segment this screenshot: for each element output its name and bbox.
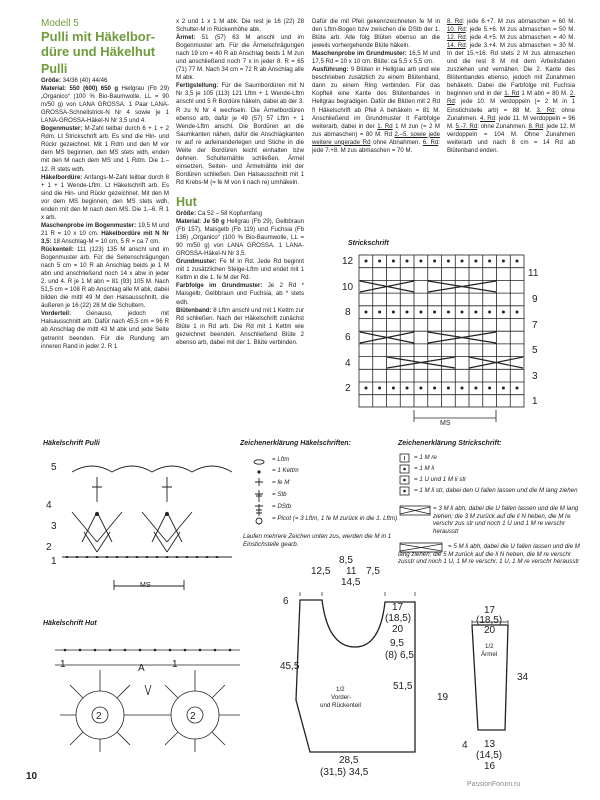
legende-strick-item: = 1 M re <box>414 454 437 461</box>
pulli-maschenprobe: Maschenprobe im Bogenmuster: 19,5 M und 21 R = 10 x 10 cm. Häkelbordüre mit N Nr 3,5: 18 Anschlag-M = 10 cm, 5 R = ca 7 cm. <box>41 221 170 245</box>
arm-dim-top: 17 <box>484 605 496 616</box>
legende-haekel-item: = DStb <box>272 503 292 510</box>
dim-top: 14,5 <box>341 577 361 588</box>
dim-left: 6 <box>283 596 289 607</box>
strick-row-label: 11 <box>528 268 539 279</box>
legende-strick-item: = 1 M li <box>414 465 435 472</box>
arm-dim-bottom: 16 <box>484 761 496 772</box>
hut-chart-label: 2 <box>96 711 102 722</box>
legende-strick-title: Zeichenerklärung Strickschrift: <box>398 440 502 447</box>
haekelschrift-pulli-title: Häkelschrift Pulli <box>43 440 100 447</box>
legende-haekel-title: Zeichenerklärung Häkelschriften: <box>240 440 351 447</box>
haekelschrift-hut-chart <box>45 630 255 755</box>
strick-row-label: 9 <box>532 294 538 305</box>
legende-strick-item: = 3 M li abh, dabei die U fallen lassen und die M lang ziehen; die 3 M zurück auf die li N heben, die M re verschr zus str und noch 1 U und 1 M re verschr herausstr <box>433 505 579 535</box>
dim-top: 7,5 <box>366 566 380 577</box>
legende-strick-item: = 1 U und 1 M li str <box>414 476 467 483</box>
title-line-2: düre und Häkelhut <box>41 43 156 59</box>
legende-haekel-note: Laufen mehrere Zeichen unten zus, werden die M in 1 Einstichstelle gearb. <box>243 533 392 548</box>
haekel-row-label: 1 <box>51 556 57 567</box>
legende-haekel-item: = 1 Kettm <box>272 467 299 474</box>
haekel-row-label: 5 <box>51 462 57 473</box>
arm-dim-left-bottom: 4 <box>462 740 468 751</box>
hut-chart-label: A <box>138 663 145 674</box>
pulli-vorderteil-cont: x 2 und 1 x 1 M abk. Die rest je 16 (22) 28 Schulter-M in Rückenhöhe abk. <box>176 18 304 34</box>
legende-haekel-symbols <box>250 458 268 526</box>
legende-haekel-item: = fe M <box>272 479 290 486</box>
strick-row-label: 2 <box>345 383 351 394</box>
hut-grundmuster: Grundmuster: Fe M in Rd. Jede Rd beginnt mit 1 zusätzlichen Steige-Lftm und endet mit 1 Kettm in die 1. fe M der Rd. <box>176 258 304 282</box>
pulli-rueckenteil: Rückenteil: 111 (123) 135 M anschl und im Bogenmuster arb. Für die Seitenschrägungen nach 5 cm = 10 R ab Anschlag beids je 1 M abn und anschließend noch 14 x abw in jeder 2. und 4. R je 1 M abn = 81 (93) 105 M. Nach 51,5 cm = 108 R ab Anschlag alle M abk, dabei bilden die mittl 49 M den Halsausschnitt, die äußeren je 16 (22) 28 M die Schultern. <box>41 245 169 310</box>
dim-top: 8,5 <box>339 555 353 566</box>
strick-row-label: 4 <box>345 358 351 369</box>
dim-right: 9,5 <box>390 638 404 649</box>
dim-right: (18,5) <box>385 613 412 624</box>
strick-row-label: 10 <box>342 282 354 293</box>
strickschrift-ms-label: MS <box>440 420 451 427</box>
arm-dim-top: (18,5) <box>476 615 503 626</box>
schnitt-arm-label: 1/2 <box>485 643 494 650</box>
pulli-fertigstellung: Fertigstellung: Für die Saumbordüren mit N Nr 3,5 je 105 (113) 121 Lftm + 1 Wende-Lftm anschl und 5 R Bordüre häkeln, dabei ab der 3. R zu N Nr 4 wechseln. Die Ärmelbordüren ebenso arb, dafür je 49 (57) 57 Lftm + 1 Wende-Lftm anschl. Die Bordüren an die Saumkanten nähen, dafür die Anschlagkanten re auf re aufeinanderlegen und Stiche in die Weite der Bordüren leicht einhalten bzw dehnen. Schulternähte schließen. Ärmel einsetzen, Seiten- und Ärmelnähte inkl der Bordüren schließen. Den Halsausschnitt mit 1 Rd Krebs-M (= fe M von li nach re) umhäkeln. <box>176 82 304 186</box>
hut-farbfolge: Farbfolge im Grundmuster: Je 2 Rd * Maisgelb, Gelbbraun und Fuchsia, ab * stets wdh. <box>176 282 304 306</box>
arm-dim-left: 19 <box>437 692 449 703</box>
schnitt-body-label: 1/2 <box>336 686 345 693</box>
dim-right: 17 <box>392 602 404 613</box>
legende-strick-item: = 5 M li abh, dabei die U fallen lassen und die M lang ziehen; die 5 M zurück auf die li N heben, die M re verschr zusstr und noch 1 U, 1 M re verschr, 1 U, 1 M re verschr herausstr <box>398 543 580 566</box>
strick-row-label: 7 <box>532 320 538 331</box>
strickschrift-title: Strickschrift <box>348 240 389 247</box>
pulli-aermel: Ärmel: 51 (57) 63 M anschl und im Bogenmuster arb. Für die Ärmelschrägungen nach 19 cm = 40 R ab Anschlag beids 1 M zun und anschließend noch 7 x in jeder 8. R = 65 (71) 77 M. Nach 34 cm = 72 R ab Anschlag alle M abk. <box>176 34 304 82</box>
pulli-material: Material: 550 (600) 650 g Hellgrau (Fb 29) „Organico“ (100 % Bio-Baumwolle, LL = 90 m/50 g) von LANA GROSSA. 1 Paar LANA-GROSSA-Schnellstrick-N Nr 4 sowie je 1 LANA-GROSSA-Häkel-N Nr 3,5 und 4. <box>41 85 169 125</box>
strick-row-label: 12 <box>342 256 354 267</box>
haekelschrift-pulli-chart <box>62 452 237 592</box>
section-title-pulli: Pulli <box>41 62 68 76</box>
arm-dim-bottom: (14,5) <box>476 750 503 761</box>
haekelschrift-hut-title: Häkelschrift Hut <box>43 620 97 627</box>
strick-row-label: 3 <box>532 371 538 382</box>
hut-chart-label: 2 <box>190 711 196 722</box>
page-number: 10 <box>26 771 38 782</box>
schnitt-arm-outline <box>450 620 520 750</box>
arm-dim-right: 34 <box>517 672 529 683</box>
strickschrift-grid <box>358 254 530 429</box>
hut-chart-label: 1 <box>60 659 66 670</box>
arm-dim-bottom: 13 <box>484 739 496 750</box>
hut-material: Material: Je 50 g Hellgrau (Fb 29), Gelbbraun (Fb 157), Maisgelb (Fb 119) und Fuchsia (Fb 136) „Organico“ (100 % Bio-Baumwolle, LL = 90 m/50 g) von LANA GROSSA. 1 LANA-GROSSA-Häkel-N Nr 3,5. <box>176 218 304 258</box>
strick-row-label: 5 <box>532 345 538 356</box>
hut-maschenprobe: Maschenprobe im Grundmuster: 16,5 M und 17,5 Rd = 10 x 10 cm. Blüte: ca 5,5 x 5,5 cm. <box>312 50 440 66</box>
strick-row-label: 6 <box>345 332 351 343</box>
legende-strick-item: = 1 M li str, dabei den U fallen lassen und die M lang ziehen <box>414 487 578 494</box>
dim-top: 11 <box>346 566 357 577</box>
pulli-groesse: Größe: 34/36 (40) 44/46 <box>41 77 108 84</box>
haekelschrift-pulli-ms: MS <box>140 582 151 589</box>
strick-row-label: 1 <box>532 396 538 407</box>
section-title-hut: Hut <box>176 194 197 209</box>
schnitt-body-label: und Rückenteil <box>320 702 361 709</box>
dim-right: 20 <box>392 624 404 635</box>
pulli-haekelbordure: Häkelbordüre: Anfangs-M-Zahl teilbar durch 8 + 1 + 1 Wende-Lftm. Lt Häkelschrift arb. Es sind die Hin- und Rückr gezeichnet. Mit den M vor dem MS beginnen, den MS stets wdh, enden mit den M nach dem MS. Die 1.–6. R 1 x arb. <box>41 173 169 221</box>
hut-ausfuehrung-cont: 8. Rd: jede 6.+7. M zus abmaschen = 60 M. 10. Rd: jede 5.+6. M zus abmaschen = 50 M. 12. Rd: jede 4.+5. M zus abmaschen = 40 M. 14. Rd: jede 3.+4. M zus abmaschen = 30 M. In der 15.+16. Rd stets 2 M zus abmaschen und die rest 8 M mit dem Arbeitsfaden zusziehen und vernähen. Die 2. Kante des Blütenbandes ebenso, jedoch mit Zunahmen behäkeln. Dabei die Farbfolge mit Fuchsia beginnen und in der 1. Rd 1 M abn = 80 M. 2. Rd: jede 10. M verdoppeln (= 2 M in 1 Einstichstelle arb) = 88 M. 3. Rd: ohne Zunahmen. 4. Rd: jede 11. M verdoppeln = 96 M. 5.-7. Rd: ohne Zunahmen. 8. Rd: jede 12. M verdoppeln = 104 M. Ohne Zunahmen weiterarb und nach 8 cm = 14 Rd ab Blütenband enden. <box>447 18 576 154</box>
hut-chart-label: 1 <box>172 659 178 670</box>
modell-label: Modell 5 <box>41 18 79 29</box>
strick-row-label: 8 <box>345 307 351 318</box>
haekel-row-label: 3 <box>51 521 57 532</box>
hut-ausfuehrung: Ausführung: 9 Blüten in Hellgrau arb und wie beschrieben zusätzlich zu einem Blütenband, dann zu einem Ring verbinden. Für das Kopfteil eine Kante des Blütenbandes in Hellgrau begradigen. Dafür die Blüten mit 2 Rd fl Häkelschrift ab Pfeil A behäkeln = 81 M. Anschließend im Grundmuster lt Farbfolge weiterarb, dabei in der 1. Rd 1 M zun (= 2 M zus abmaschen) = 80 M. Rd 2.–5. sowie jede weitere ungerade Rd ohne Abnahmen. 6. Rd: jede 7.+8. M zus abmaschen = 70 M. <box>312 66 440 154</box>
schnitt-arm-label: Ärmel <box>481 651 498 658</box>
dim-right: (8) 6,5 <box>385 650 414 661</box>
column-4 <box>447 18 575 155</box>
legende-haekel-item: = Picot (= 3 Lftm, 1 fe M zurück in die 1. Lftm) <box>272 515 398 522</box>
haekel-row-label: 2 <box>46 542 52 553</box>
dim-right: 51,5 <box>393 681 413 692</box>
schnitt-body-label: Vorder- <box>331 694 352 701</box>
hut-bluetenband: Blütenband: 8 Lftm anschl und mit 1 Kettm zur Rd schließen. Nach der Häkelschrift zunächst Blüte 1 in Rd arb. Die Rd mit 1 Kettm wie gezeichnet beenden. Anschließend Blüte 2 ebenso arb, dabei mit der 1. Blüte verbinden. <box>176 306 305 346</box>
column-3 <box>312 18 440 155</box>
watermark: PassionForum.ru <box>467 781 521 788</box>
legende-haekel-item: = Lftm <box>272 456 290 463</box>
pulli-bogenmuster: Bogenmuster: M-Zahl teilbar durch 6 + 1 + 2 Rdm. Lt Strickschrift arb. Es sind die Hin- und Rückr gezeichnet. Mit 1 Rdm und den M vor dem MS beginnen, den MS stets wdh, enden mit den M nach dem MS und 1 Rdm. Die 1.–12. R stets wdh. <box>41 125 169 173</box>
hut-bluetenband-cont: Dafür die mit Pfeil gekennzeichneten fe M in den Lftm-Bogen bzw zwischen die DStb der 1. Blüte arb. Alle folg Blüten ebenso an die jeweils vorhergehende Blüte häkeln. <box>312 18 440 50</box>
dim-left: 45,5 <box>280 661 300 672</box>
column-2 <box>176 18 304 347</box>
legende-haekel-item: = Stb <box>272 491 287 498</box>
dim-top: 12,5 <box>311 566 331 577</box>
dim-bottom: 28,5 <box>339 755 359 766</box>
hut-groesse: Größe: Ca 52 – 58 Kopfumfang <box>176 209 263 217</box>
haekel-row-label: 4 <box>46 500 52 511</box>
title-line-1: Pulli mit Häkelbor- <box>41 29 156 44</box>
pulli-vorderteil: Vorderteil: Genauso, jedoch mit Halsausschnitt arb. Dafür nach 45,5 cm = 96 R ab Anschlag die mittl 43 M abk und jede Seite getrennt beenden. Für die Rundung am inneren Rand in jeder 2. R 1 <box>41 310 169 350</box>
dim-bottom: (31,5) 34,5 <box>320 767 369 778</box>
arm-dim-top: 20 <box>484 625 496 636</box>
column-1 <box>41 18 169 351</box>
